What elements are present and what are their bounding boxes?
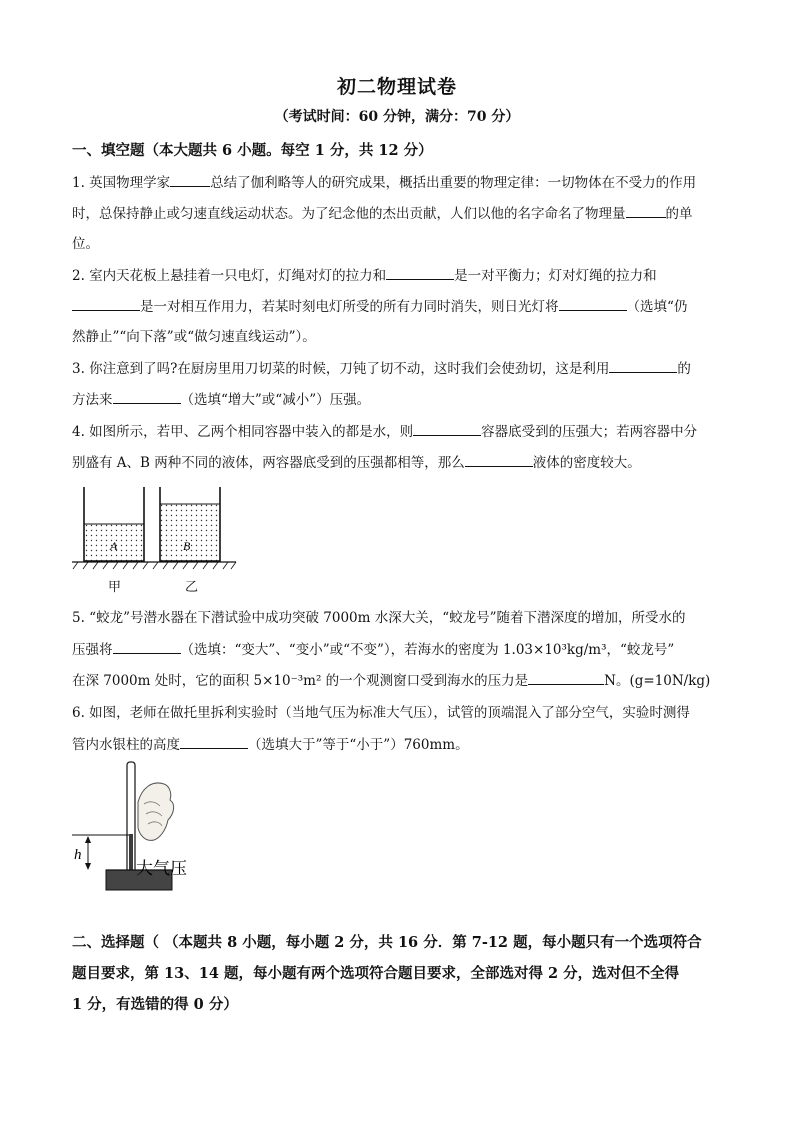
question-5-line-1: 5. “蛟龙”号潜水器在下潜试验中成功突破 7000m 水深大关，“蛟龙号”随着下潜深度的增加，所受水的 [72,610,686,626]
containers-figure [70,484,240,574]
answer-blank[interactable] [72,296,140,311]
question-1-line-3: 位。 [72,236,99,252]
section-heading-fill-blank: 一、填空题（本大题共 6 小题。每空 1 分，共 12 分） [72,142,433,159]
answer-blank[interactable] [559,296,627,311]
answer-blank[interactable] [180,734,248,749]
answer-blank[interactable] [609,358,677,373]
question-1-line-1: 1. 英国物理学家 总结了伽利略等人的研究成果，概括出重要的物理定律：一切物体在不受力的作用 [72,172,732,193]
answer-blank[interactable] [626,203,666,218]
answer-blank[interactable] [113,389,181,404]
caption-jia: 甲 [108,580,122,595]
question-4-line-2: 别盛有 A、B 两种不同的液体，两容器底受到的压强都相等，那么 液体的密度较大。 [72,452,732,473]
section-heading-choice-line-2: 题目要求，第 13、14 题，每小题有两个选项符合题目要求，全部选对得 2 分，选对但不全得 [72,965,680,982]
answer-blank[interactable] [528,670,604,685]
question-5-line-3: 在深 7000m 处时，它的面积 5×10⁻³m² 的一个观测窗口受到海水的压力是 N。(g=10N/kg) [72,670,732,691]
question-6-line-2: 管内水银柱的高度 （选填大于”等于“小于”）760mm。 [72,734,732,755]
question-5-line-2: 压强将 （选填：“变大”、“变小”或“不变”），若海水的密度为 1.03×10³kg/m³，“蛟龙号” [72,639,732,660]
question-2-line-1: 2. 室内天花板上悬挂着一只电灯，灯绳对灯的拉力和 是一对平衡力；灯对灯绳的拉力和 [72,265,732,286]
answer-blank[interactable] [386,265,454,280]
question-6-line-1: 6. 如图，老师在做托里拆利实验时（当地气压为标准大气压），试管的顶端混入了部分空气，实验时测得 [72,705,690,721]
section-heading-choice-line-3: 1 分，有选错的得 0 分） [72,996,238,1013]
torricelli-figure [66,758,206,898]
atmospheric-pressure-label: 大气压 [136,859,187,879]
answer-blank[interactable] [170,172,210,187]
caption-yi: 乙 [185,580,199,595]
question-2-line-3: 然静止”“向下落”或“做匀速直线运动”）。 [72,329,316,345]
ground-hatching [73,562,236,569]
section-heading-choice-line-1: 二、选择题（ （本题共 8 小题，每小题 2 分，共 16 分．第 7-12 题，每小题只有一个选项符合 [72,934,702,951]
question-3-line-1: 3. 你注意到了吗?在厨房里用刀切菜的时候，刀钝了切不动，这时我们会使劲切，这是利用 的 [72,358,732,379]
answer-blank[interactable] [413,421,481,436]
exam-info: （考试时间：60 分钟，满分：70 分） [274,109,520,125]
height-label: h [74,847,82,863]
question-1-line-2: 时，总保持静止或匀速直线运动状态。为了纪念他的杰出贡献，人们以他的名字命名了物理量 的单 [72,203,732,224]
answer-blank[interactable] [113,639,181,654]
page-title: 初二物理试卷 [336,76,457,98]
question-4-line-1: 4. 如图所示，若甲、乙两个相同容器中装入的都是水，则 容器底受到的压强大；若两容器中分 [72,421,732,442]
question-3-line-2: 方法来 （选填“增大”或“减小”）压强。 [72,389,732,410]
answer-blank[interactable] [465,452,533,467]
label-b: B [183,539,191,553]
question-2-line-2: 是一对相互作用力，若某时刻电灯所受的所有力同时消失，则日光灯将 （选填“仍 [72,296,732,317]
label-a: A [110,539,118,553]
